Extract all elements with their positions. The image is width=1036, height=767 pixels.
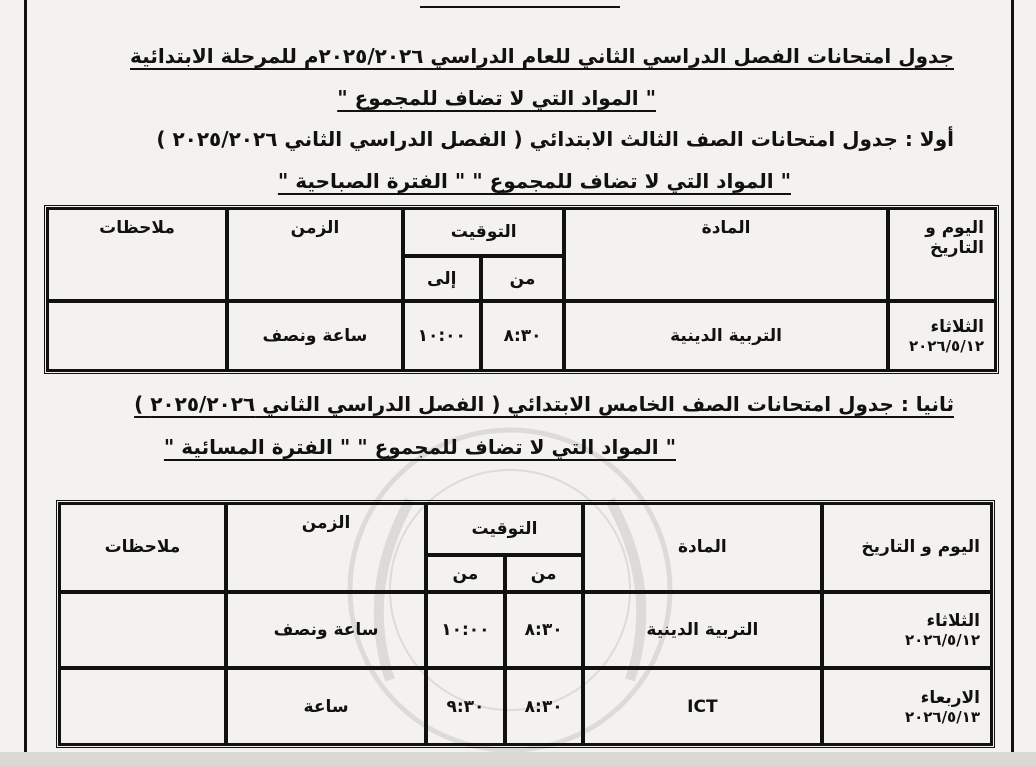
header-notes: ملاحظات — [59, 503, 226, 592]
header-notes: ملاحظات — [47, 208, 227, 301]
cell-subject: التربية الدينية — [583, 592, 822, 669]
section2-heading: ثانيا : جدول امتحانات الصف الخامس الابتدائي ( الفصل الدراسي الثاني ٢٠٢٥/٢٠٢٦ ) — [134, 392, 954, 416]
header-to: إلى — [403, 256, 481, 301]
cell-to: ٩:٣٠ — [426, 668, 504, 745]
day-date: ٢٠٢٦/٥/١٢ — [908, 337, 984, 355]
header-from: من — [505, 555, 583, 591]
cell-subject: التربية الدينية — [564, 301, 887, 371]
header-to: من — [426, 555, 504, 591]
exam-table-grade5 — [56, 500, 995, 748]
cell-day — [888, 301, 996, 371]
day-name: الاربعاء — [920, 687, 980, 708]
header-subject: المادة — [583, 503, 822, 592]
cell-notes — [59, 592, 226, 669]
cell-notes — [47, 301, 227, 371]
section1-subheading: " المواد التي لا تضاف للمجموع " " الفترة الصباحية " — [277, 169, 791, 193]
day-date: ٢٠٢٦/٥/١٢ — [904, 631, 980, 650]
page-subtitle: " المواد التي لا تضاف للمجموع " — [337, 86, 656, 110]
cell-notes — [59, 668, 226, 745]
cell-duration: ساعة ونصف — [226, 592, 426, 669]
day-name: الثلاثاء — [930, 317, 984, 337]
cell-from: ٨:٣٠ — [505, 668, 583, 745]
cell-day — [822, 592, 992, 669]
header-timing: التوقيت — [426, 503, 582, 555]
cell-day — [822, 668, 992, 745]
page-title: جدول امتحانات الفصل الدراسي الثاني للعام الدراسي ٢٠٢٥/٢٠٢٦م للمرحلة الابتدائية — [130, 44, 954, 68]
exam-table-grade3 — [44, 205, 999, 374]
header-day: اليوم و التاريخ — [822, 503, 992, 592]
cell-to: ١٠:٠٠ — [426, 592, 504, 669]
day-name: الثلاثاء — [926, 611, 980, 632]
header-from: من — [481, 256, 565, 301]
cell-from: ٨:٣٠ — [505, 592, 583, 669]
cell-subject: ICT — [583, 668, 822, 745]
cell-duration: ساعة — [226, 668, 426, 745]
top-tab-edge — [420, 0, 620, 8]
header-day: اليوم و التاريخ — [888, 208, 996, 301]
day-date: ٢٠٢٦/٥/١٣ — [904, 707, 980, 726]
cell-duration: ساعة ونصف — [227, 301, 403, 371]
cell-to: ١٠:٠٠ — [403, 301, 481, 371]
header-duration: الزمن — [227, 208, 403, 301]
header-duration: الزمن — [226, 503, 426, 592]
header-timing: التوقيت — [403, 208, 565, 256]
cell-from: ٨:٣٠ — [481, 301, 565, 371]
section1-heading: أولا : جدول امتحانات الصف الثالث الابتدائي ( الفصل الدراسي الثاني ٢٠٢٥/٢٠٢٦ ) — [156, 127, 954, 151]
section2-subheading: " المواد التي لا تضاف للمجموع " " الفترة المسائية " — [163, 435, 676, 459]
scan-bottom-edge — [0, 752, 1036, 767]
header-subject: المادة — [564, 208, 887, 301]
